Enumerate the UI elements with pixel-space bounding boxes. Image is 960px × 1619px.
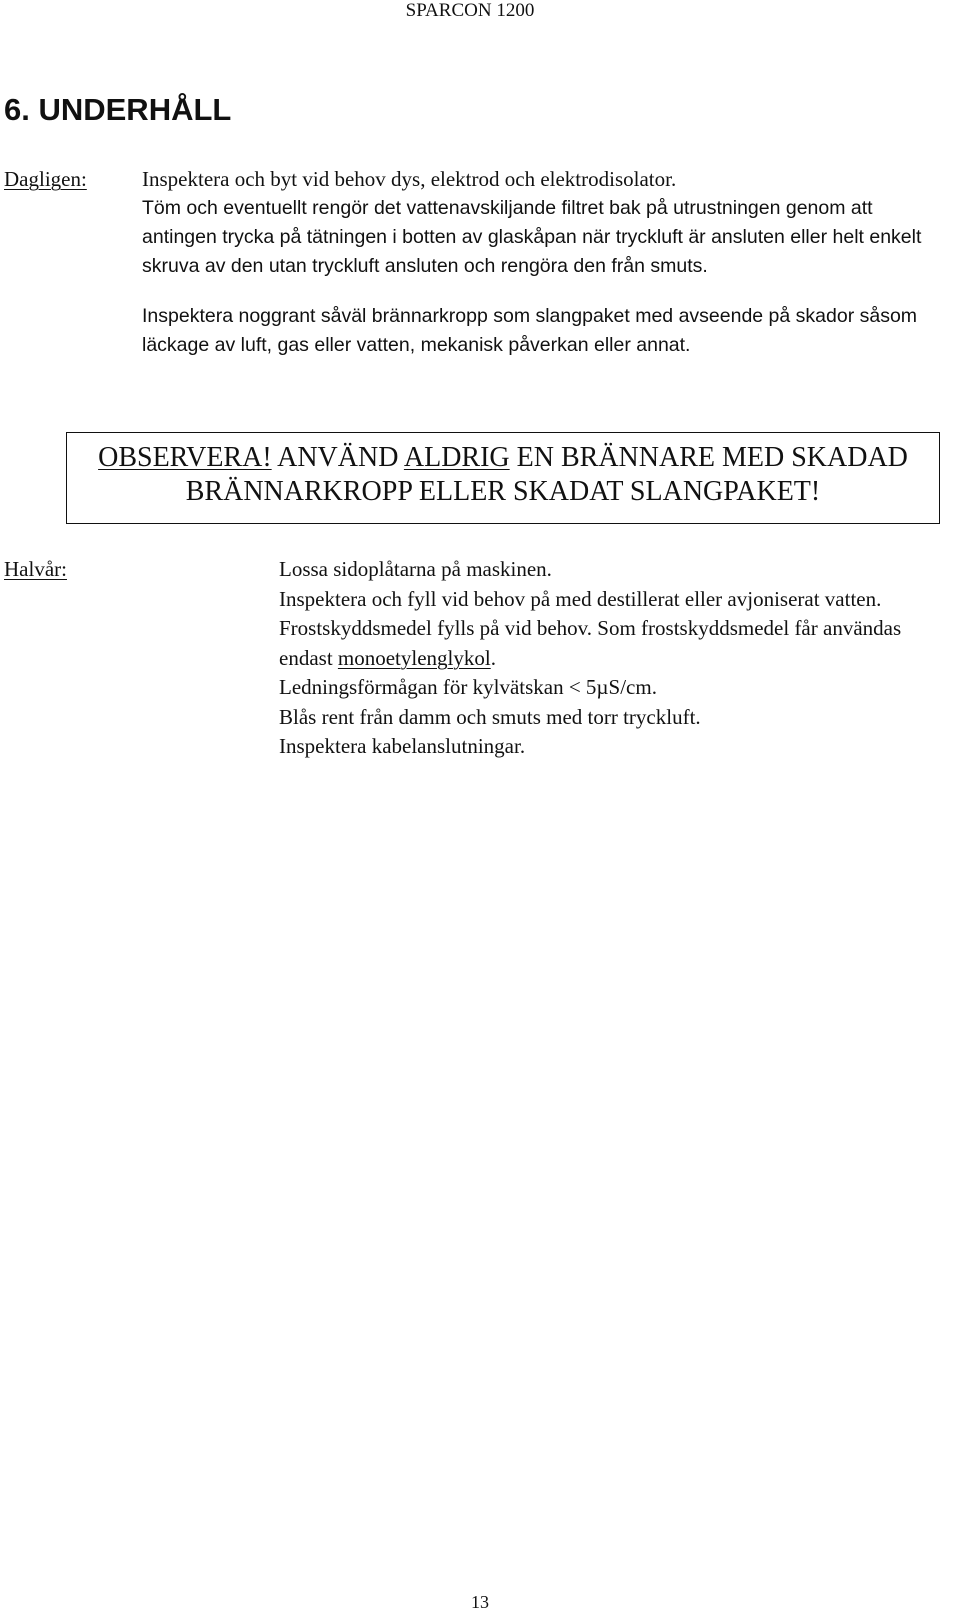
daily-paragraph-1-line-1: Inspektera och byt vid behov dys, elektrod och elektrodisolator. [142,167,677,191]
warning-text-2: EN BRÄNNARE MED SKADAD [509,442,908,473]
warning-text-1: ANVÄND [271,442,404,473]
list-item [279,614,939,673]
halfyear-list [279,555,939,762]
warning-line-1 [67,441,939,475]
list-item: Inspektera och fyll vid behov på med destillerat eller avjoniserat vatten. [279,586,882,611]
list-item: Lossa sidoplåtarna på maskinen. [279,557,552,581]
warning-box [66,432,940,524]
warning-observera: OBSERVERA! [98,442,272,473]
page-number: 13 [471,1592,489,1612]
section-title: 6. UNDERHÅLL [4,92,232,127]
halfyear-label: Halvår: [4,557,67,581]
daily-paragraph-1: Töm och eventuellt rengör det vattenavskiljande filtret bak på utrustningen genom att antingen trycka på tätningen i botten av glaskåpan när tryckluft är ansluten eller helt enkelt skruva av den utan tryckluft ansluten och rengöra den från smuts. [142,197,922,277]
warning-aldrig: ALDRIG [403,442,510,473]
daily-label: Dagligen: [4,167,87,191]
list-item: Inspektera kabelanslutningar. [279,734,526,758]
list-item-text: Frostskyddsmedel fylls på vid behov. Som frostskyddsmedel får användas endast [279,616,902,670]
warning-line-2: BRÄNNARKROPP ELLER SKADAT SLANGPAKET! [185,476,821,507]
monoetylenglykol-term: monoetylenglykol [337,645,491,670]
list-item: Ledningsförmågan för kylvätskan < 5µS/cm. [279,675,657,699]
daily-paragraph-2: Inspektera noggrant såväl brännarkropp som slangpaket med avseende på skador såsom läckage av luft, gas eller vatten, mekanisk påverkan eller annat. [142,305,918,356]
document-header: SPARCON 1200 [405,0,535,21]
daily-instructions [142,165,942,360]
list-item: Blås rent från damm och smuts med torr tryckluft. [279,704,701,729]
list-item-period: . [490,645,496,670]
